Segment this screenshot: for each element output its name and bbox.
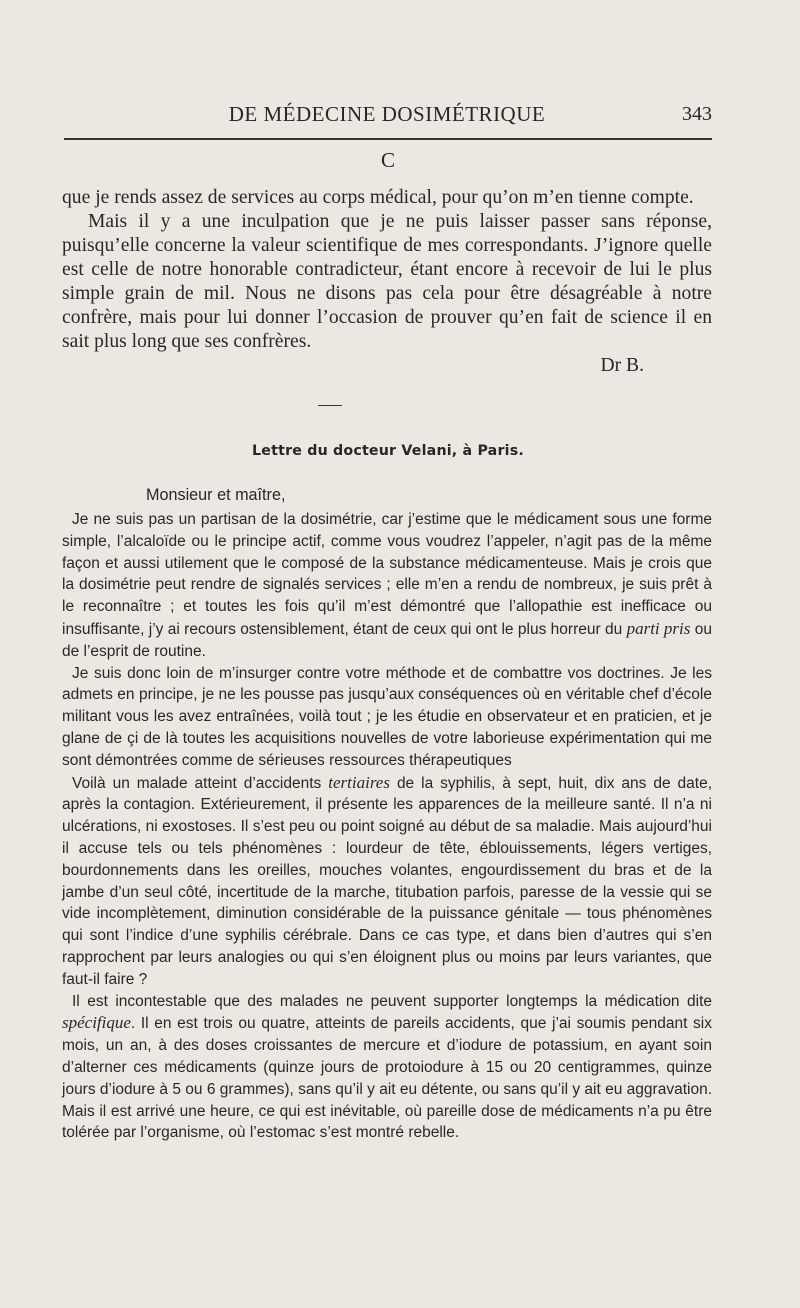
author-signature: Dr B. (600, 355, 644, 376)
paragraph-text: Il est incontestable que des malades ne peuvent supporter longtemps la médication dite (72, 992, 712, 1010)
section-continuation (62, 186, 712, 378)
paragraph (62, 509, 712, 663)
italic-phrase: spécifique (62, 1013, 131, 1033)
page-header (62, 102, 712, 128)
signature-mark: C (380, 148, 395, 172)
paragraph (62, 772, 712, 991)
paragraph-text: Je ne suis pas un partisan de la dosimétrie, car j’estime que le médicament sous une forme simple, l’alcaloïde ou le principe actif, comme vous voudrez l’appeler, n’agit pas de la même façon et aussi utilement que le composé de la substance médicamenteuse. Mais je crois que la dosimétrie peut rendre de signalés services ; elle m’en a rendu de nombreux, je suis prêt à le reconnaître ; et toutes les fois qu’il m’est démontré que l’allopathie est inefficace ou insuffisante, j’y ai recours ostensiblement, étant de ceux qui ont le plus horreur du (62, 511, 712, 638)
paragraph-text: . Il en est trois ou quatre, atteints de pareils accidents, que j’ai soumis pendant six mois, un an, à des doses croissantes de mercure et d’iodure de potassium, en ayant soin d’alterner ces médicaments (quinze jours de protoiodure à 15 ou 20 centigrammes, quinze jours d’iodure à 5 ou 6 grammes), sans qu’il y ait eu détente, ou sans qu’il y ait eu aggravation. Mais il est arrivé une heure, ce qui est inévitable, où pareille dose de médicaments n’a pu être tolérée par l’organisme, où l’estomac s’est montré rebelle. (62, 1015, 712, 1142)
salutation: Monsieur et maître, (146, 486, 286, 504)
section-separator (318, 405, 342, 406)
paragraph: que je rends assez de services au corps médical, pour qu’on m’en tienne compte. (62, 187, 694, 208)
paragraph-text: de la syphilis, à sept, huit, dix ans de date, après la contagion. Extérieurement, il présente les apparences de la meilleure santé. Il n’a ni ulcérations, ni exostoses. Il s’est peu ou point soigné au début de sa maladie. Mais aujourd’hui il accuse tels ou tels phénomènes : lourdeur de tête, éblouissements, légers vertiges, bourdonnements dans les oreilles, mouches volantes, engourdissement du bras et de la jambe d’un seul côté, incertitude de la marche, titubation parfois, paresse de la vessie qui se vide incomplètement, diminution considérable de la puissance génitale — tous phénomènes qui sont l’indice d’une syphilis cérébrale. Dans ce cas type, et dans bien d’autres qui s’en rapprochent par leurs analogies ou qui s’en éloignent plus ou moins par leurs variantes, que faut-il faire ? (62, 774, 713, 988)
italic-phrase: tertiaires (328, 772, 390, 792)
paragraph (62, 991, 712, 1145)
page-number: 343 (682, 103, 712, 125)
paragraph-text: ou de l’esprit de routine. (62, 620, 712, 660)
paragraph: Je suis donc loin de m’insurger contre votre méthode et de combattre vos doctrines. Je les admets en principe, je ne les pousse pas jusqu’aux conséquences où en véritable chef d’école militant vous les avez entraînées, voilà tout ; je les étudie en observateur et en praticien, et je glane de çi de là toutes les acquisitions nouvelles de votre laborieuse expérimentation qui me sont démontrées comme de sérieuses ressources thérapeutiques (62, 664, 712, 769)
letter-title: Lettre du docteur Velani, à Paris. (252, 443, 524, 459)
running-title: DE MÉDECINE DOSIMÉTRIQUE (228, 102, 546, 126)
paragraph-text: Voilà un malade atteint d’accidents (72, 774, 322, 792)
paragraph: Mais il y a une inculpation que je ne puis laisser passer sans réponse, puisqu’elle concerne la valeur scientifique de mes correspondants. J’ignore quelle est celle de notre honorable contradicteur, étant encore à recevoir de lui le plus simple grain de mil. Nous ne disons pas cela pour être désagréable à notre confrère, mais pour lui donner l’occasion de prouver qu’en fait de science il en sait plus long que ses confrères. (62, 211, 712, 352)
italic-phrase: parti pris (626, 618, 691, 638)
letter-body (62, 484, 712, 1144)
header-rule (64, 138, 712, 140)
